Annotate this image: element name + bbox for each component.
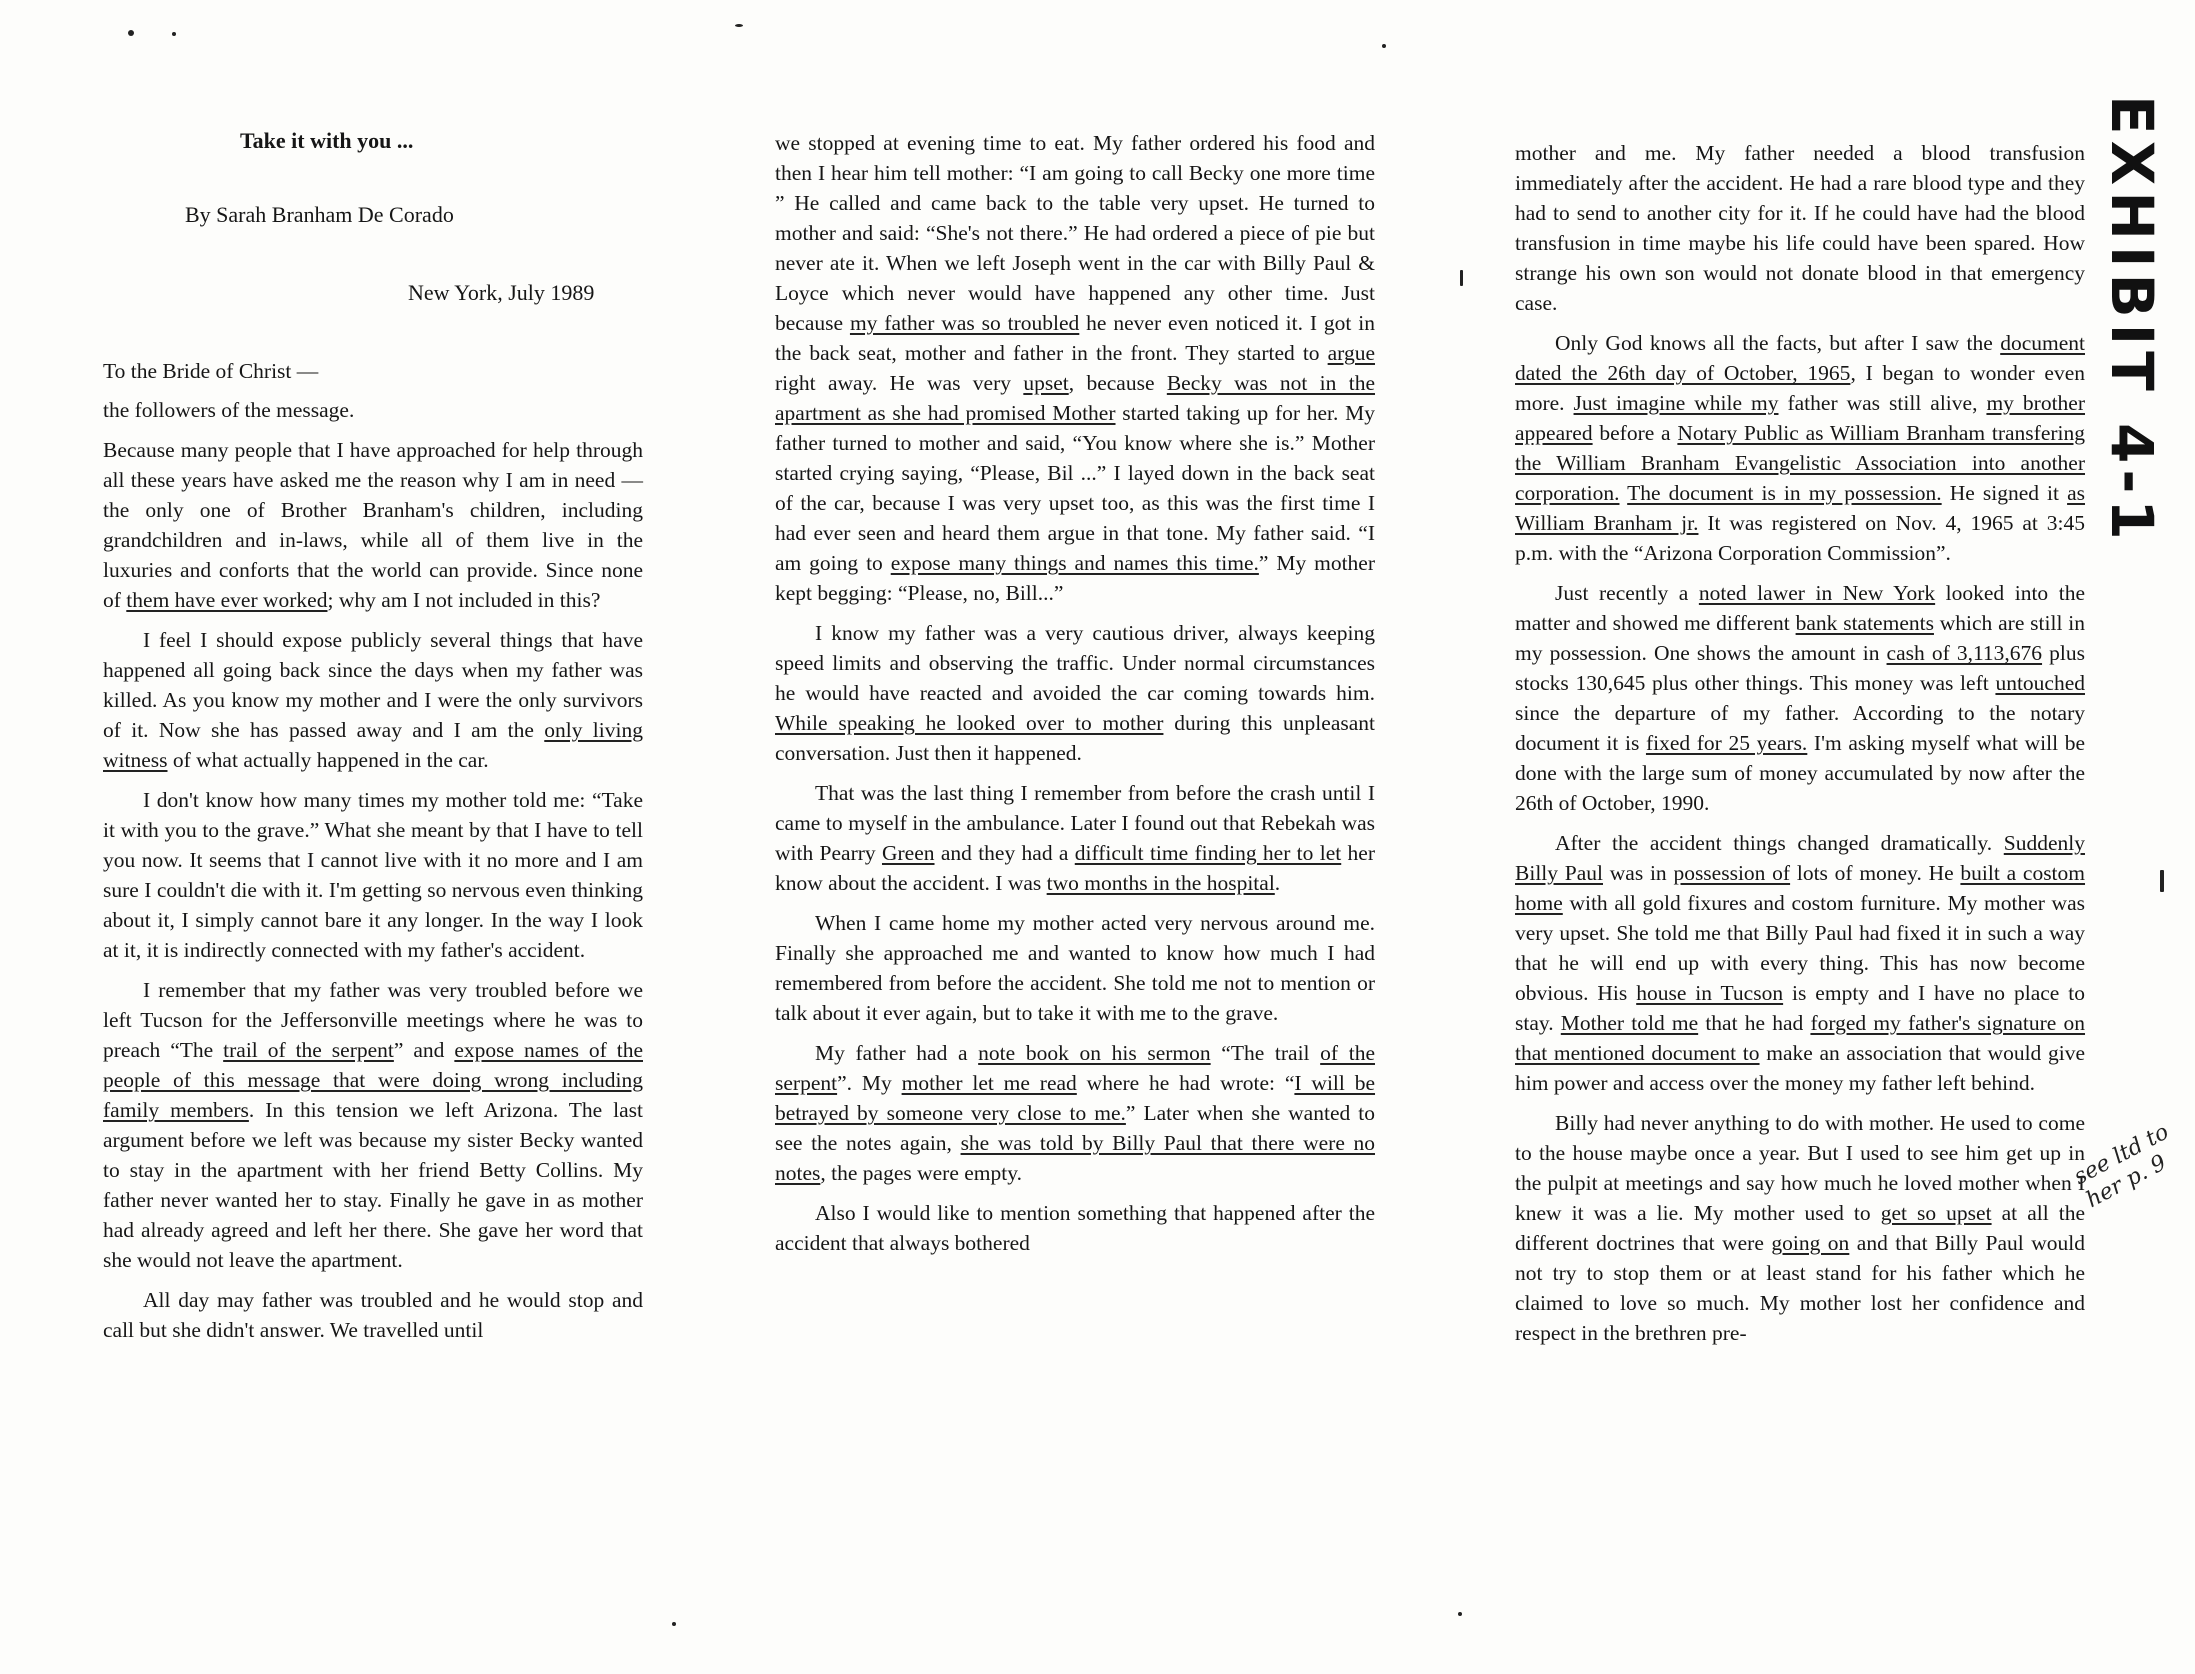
paragraph	[775, 1038, 1375, 1188]
text-run: Also I would like to mention something that happened after the accident that always bothered	[775, 1201, 1375, 1255]
paragraph	[103, 1285, 643, 1345]
paragraph	[1515, 578, 2085, 818]
underlined-phrase: my father was so troubled	[849, 311, 1080, 335]
text-run: mother and me. My father needed a blood transfusion immediately after the accident. He had a rare blood type and they had to send to another city for it. If he could have had the blood transfusion in time maybe his life could have been spared. How strange his own son would not donate blood in that emergency case.	[1515, 141, 2085, 315]
text-run: , because	[1068, 371, 1167, 395]
paragraph	[1515, 138, 2085, 318]
paragraph	[775, 1198, 1375, 1258]
text-run: I'm asking myself what will be done with the large sum of money accumulated by now after the 26th of October, 1990.	[1515, 731, 2085, 815]
underlined-phrase: fixed for 25 years.	[1645, 731, 1808, 755]
underlined-phrase: document dated the 26th day of October, 1965	[1515, 331, 2085, 385]
paragraph	[775, 618, 1375, 768]
text-run: I don't know how many times my mother told me: “Take it with you to the grave.” What she meant by that I have to tell you now. It seems that I cannot live with it no more and I am sure I couldn't die with it. I'm getting so nervous even thinking about it, I simply cannot bare it any longer. In the way I look at it, it is indirectly connected with my father's accident.	[103, 788, 643, 962]
text-run: make an association that would give him power and access over the money my father left behind.	[1515, 1041, 2085, 1095]
paragraph	[103, 975, 643, 1275]
underlined-phrase: my brother appeared	[1515, 391, 2085, 445]
underlined-phrase: expose names of the people of this message that were doing wrong including family members	[103, 1038, 643, 1122]
underlined-phrase: as William Branham jr.	[1515, 481, 2085, 535]
text-run: with all gold fixures and costom furniture. My mother was very upset. She told me that Billy Paul had fixed it in such a way that he will end up with every thing. This has now become obvious. His	[1515, 891, 2085, 1005]
underlined-phrase: The document is in my possession.	[1627, 481, 1942, 505]
text-run: father was still alive,	[1778, 391, 1987, 415]
text-run: started taking up for her. My father turned to mother and said, “You know where she is.” Mother started crying saying, “Please, Bil ...” I layed down in the back seat of the car, because I was very upset too, as this was the first time I had ever seen and heard them argue in that tone. My father said. “I am going to	[775, 401, 1375, 575]
underlined-phrase: of the serpent	[775, 1041, 1375, 1095]
paragraph	[1515, 828, 2085, 1098]
text-run: lots of money. He	[1790, 861, 1961, 885]
underlined-phrase: two months in the hospital	[1046, 871, 1275, 895]
underlined-phrase: house in Tucson	[1636, 981, 1784, 1005]
scan-speck	[172, 32, 176, 36]
text-run: during this unpleasant conversation. Just then it happened.	[775, 711, 1375, 765]
text-run: I feel I should expose publicly several things that have happened all going back since the days when my father was killed. As you know my mother and I were the only survivors of it. Now she has passed away and I am the	[103, 628, 643, 742]
paragraph	[103, 435, 643, 615]
text-run: is empty and I have no place to stay.	[1515, 981, 2085, 1035]
text-column-1	[103, 435, 643, 1355]
underlined-phrase: Just imagine while my	[1573, 391, 1779, 415]
underlined-phrase: she was told by Billy Paul that there were no notes	[775, 1131, 1375, 1185]
text-run: ” and	[393, 1038, 455, 1062]
text-run: That was the last thing I remember from before the crash until I came to myself in the ambulance. Later I found out that Rebekah was with Pearry	[775, 781, 1375, 865]
text-run: right away. He was very	[775, 371, 1024, 395]
underlined-phrase: expose many things and names this time.	[890, 551, 1259, 575]
paragraph	[775, 128, 1375, 608]
underlined-phrase: going on	[1771, 1231, 1850, 1255]
text-run: before a	[1592, 421, 1678, 445]
paragraph	[103, 785, 643, 965]
scan-speck	[128, 30, 134, 36]
scan-speck	[1460, 270, 1463, 286]
paragraph	[775, 778, 1375, 898]
text-run: . In this tension we left Arizona. The last argument before we left was because my sister Becky wanted to stay in the apartment with her friend Betty Collins. My father never wanted her to stay. Finally he gave in as mother had already agreed and left her there. She gave her word that she would not leave the apartment.	[103, 1098, 643, 1272]
underlined-phrase: get so upset	[1880, 1201, 1992, 1225]
text-run: where he had wrote: “	[1076, 1071, 1295, 1095]
text-run: her know about the accident. I was	[775, 841, 1375, 895]
text-run: Because many people that I have approached for help through all these years have asked me the reason why I am in need — the only one of Brother Branham's children, including grandchildren and in-laws, while all of them live in the luxuries and conforts that the world can provide. Since none of	[103, 438, 643, 612]
exhibit-stamp: EXHIBIT 4-1	[2098, 95, 2166, 546]
underlined-phrase: untouched	[1995, 671, 2085, 695]
underlined-phrase: difficult time finding her to let	[1074, 841, 1342, 865]
document-byline: By Sarah Branham De Corado	[185, 202, 454, 227]
text-run: of what actually happened in the car.	[167, 748, 489, 772]
paragraph	[103, 625, 643, 775]
underlined-phrase: bank statements	[1795, 611, 1934, 635]
text-run: .	[1274, 871, 1281, 895]
underlined-phrase: forged my father's signature on that mentioned document to	[1515, 1011, 2086, 1065]
text-run: since the departure of my father. According to the notary document it is	[1515, 701, 2085, 755]
text-run: Billy had never anything to do with mother. He used to come to the house maybe once a year. But I used to see him get up in the pulpit at meetings and say how much he loved mother when I knew it was a lie. My mother used to	[1515, 1111, 2085, 1225]
paragraph	[1515, 1108, 2085, 1348]
underlined-phrase: While speaking he looked over to mother	[775, 711, 1164, 735]
text-run: , I began to wonder even more.	[1515, 361, 2085, 415]
salutation-line-2: the followers of the message.	[103, 398, 355, 422]
underlined-phrase: Green	[881, 841, 935, 865]
text-run: that he had	[1698, 1011, 1811, 1035]
text-run: After the accident things changed dramatically.	[1555, 831, 2004, 855]
underlined-phrase: note book on his sermon	[978, 1041, 1211, 1065]
text-run: It was registered on Nov. 4, 1965 at 3:45 p.m. with the “Arizona Corporation Commission”.	[1515, 511, 2085, 565]
text-run: and that Billy Paul would not try to stop them or at least stand for his father which he claimed to love so much. My mother lost her confidence and respect in the brethren pre-	[1515, 1231, 2085, 1345]
text-run: I remember that my father was very troubled before we left Tucson for the Jeffersonville meetings where he was to preach “The	[103, 978, 643, 1062]
underlined-phrase: Suddenly Billy Paul	[1515, 831, 2085, 885]
underlined-phrase: cash of 3,113,676	[1886, 641, 2043, 665]
text-run: “The trail	[1210, 1041, 1321, 1065]
text-run: ” My mother kept begging: “Please, no, Bill...”	[775, 551, 1376, 605]
underlined-phrase: Mother told me	[1560, 1011, 1699, 1035]
scan-speck	[2160, 870, 2164, 892]
text-column-2	[775, 128, 1375, 1268]
text-run: When I came home my mother acted very nervous around me. Finally she approached me and wanted to know how much I had remembered from before the accident. She told me not to mention or talk about it ever again, but to take it with me to the grave.	[775, 911, 1375, 1025]
document-dateline: New York, July 1989	[408, 280, 595, 305]
text-run: and they had a	[934, 841, 1075, 865]
text-run: ; why am I not included in this?	[327, 588, 601, 612]
paragraph	[1515, 328, 2085, 568]
underlined-phrase: noted lawer in New York	[1698, 581, 1936, 605]
document-title: Take it with you ...	[240, 128, 414, 153]
text-run: which are still in my possession. One shows the amount in	[1515, 611, 2085, 665]
text-run: was in	[1603, 861, 1674, 885]
underlined-phrase: possession of	[1673, 861, 1791, 885]
underlined-phrase: trail of the serpent	[223, 1038, 394, 1062]
text-run: looked into the matter and showed me different	[1515, 581, 2085, 635]
text-run: Just recently a	[1555, 581, 1699, 605]
text-run: Only God knows all the facts, but after I saw the	[1555, 331, 2001, 355]
text-run: ”. My	[837, 1071, 902, 1095]
text-run: I know my father was a very cautious driver, always keeping speed limits and observing the traffic. Under normal circumstances he would have reacted and avoided the car coming towards him.	[775, 621, 1375, 705]
text-run: My father had a	[815, 1041, 979, 1065]
underlined-phrase: I will be betrayed by someone very close to me.	[775, 1071, 1376, 1125]
text-run: plus stocks 130,645 plus other things. This money was left	[1515, 641, 2085, 695]
underlined-phrase: them have ever worked	[126, 588, 328, 612]
underlined-phrase: only living witness	[103, 718, 643, 772]
text-run: we stopped at evening time to eat. My father ordered his food and then I hear him tell mother: “I am going to call Becky one more time ” He called and came back to the table very upset. He turned to mother and said: “She's not there.” He had ordered a piece of pie but never ate it. When we left Joseph went in the car with Billy Paul & Loyce which never would have happened any other time. Just because	[775, 131, 1375, 335]
underlined-phrase: built a costom home	[1515, 861, 2086, 915]
underlined-phrase: Notary Public as William Branham transfering the William Branham Evangelistic Association into another corporation.	[1515, 421, 2085, 505]
scan-speck	[1382, 44, 1386, 48]
scan-speck	[735, 24, 743, 27]
scan-speck	[672, 1622, 676, 1626]
scan-speck	[1458, 1612, 1462, 1616]
underlined-phrase: argue	[1327, 341, 1375, 365]
handwritten-margin-note: see ltd to her p. 9	[2070, 1119, 2174, 1214]
paragraph	[775, 908, 1375, 1028]
text-run: at all the different doctrines that were	[1515, 1201, 2085, 1255]
underlined-phrase: mother let me read	[901, 1071, 1077, 1095]
text-column-3	[1515, 138, 2085, 1358]
text-run: , the pages were empty.	[820, 1161, 1022, 1185]
text-run: All day may father was troubled and he would stop and call but she didn't answer. We travelled until	[103, 1288, 643, 1342]
text-run: he never even noticed it. I got in the back seat, mother and father in the front. They started to	[775, 311, 1375, 365]
underlined-phrase: upset	[1023, 371, 1069, 395]
text-run: He signed it	[1941, 481, 2068, 505]
underlined-phrase: Becky was not in the apartment as she had promised Mother	[775, 371, 1375, 425]
text-run: ” Later when she wanted to see the notes again,	[775, 1101, 1375, 1155]
salutation-line-1: To the Bride of Christ —	[103, 359, 319, 383]
